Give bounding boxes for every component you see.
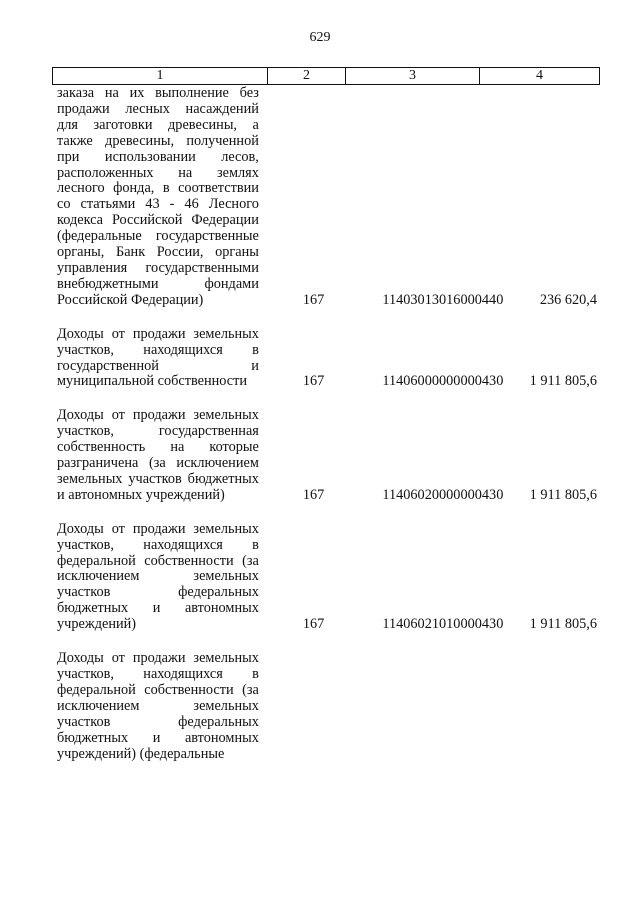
- table-row: [57, 327, 597, 391]
- table-header: [52, 67, 600, 85]
- table-row: [57, 408, 597, 503]
- row-code: 167: [302, 291, 325, 308]
- row-code: 167: [302, 486, 325, 503]
- row-sum: 1 911 805,6: [529, 486, 597, 503]
- page-number: 629: [309, 30, 331, 45]
- row-name: Доходы от продажи земельных участков, находящихся в государственной и муниципальной собственности: [57, 325, 259, 390]
- row-sum: 1 911 805,6: [529, 373, 597, 390]
- row-kbk: 11406020000000430: [382, 486, 504, 503]
- row-name: Доходы от продажи земельных участков, находящихся в федеральной собственности (за исключением земельных участков федеральных бюджетных и автономных учреждений) (федеральные: [57, 650, 259, 762]
- table-row: [57, 522, 597, 633]
- row-kbk: 11403013016000440: [382, 291, 504, 308]
- row-kbk: 11406000000000430: [382, 373, 504, 390]
- table-row: [57, 651, 597, 762]
- row-sum: 1 911 805,6: [529, 616, 597, 633]
- header-col-2: 2: [268, 68, 346, 84]
- header-col-3: 3: [346, 68, 480, 84]
- row-name: заказа на их выполнение без продажи лесных насаждений для заготовки древесины, а также древесины, полученной при использовании лесов, расположенных на землях лесного фонда, в соответствии со статьями 43 - 46 Лесного кодекса Российской Федерации (федеральные государственные органы, Банк России, органы управления государственными внебюджетными фондами Российской Федерации): [57, 85, 259, 308]
- table-row: [57, 86, 597, 309]
- table-body: [57, 86, 597, 780]
- row-kbk: 11406021010000430: [382, 616, 504, 633]
- row-code: 167: [302, 373, 325, 390]
- row-code: 167: [302, 616, 325, 633]
- row-sum: 236 620,4: [539, 291, 597, 308]
- header-col-1: 1: [53, 68, 268, 84]
- header-col-4: 4: [536, 68, 543, 83]
- row-name: Доходы от продажи земельных участков, находящихся в федеральной собственности (за исключением земельных участков федеральных бюджетных и автономных учреждений): [57, 520, 259, 633]
- row-name: Доходы от продажи земельных участков, государственная собственность на которые разграничена (за исключением земельных участков бюджетных и автономных учреждений): [57, 407, 259, 503]
